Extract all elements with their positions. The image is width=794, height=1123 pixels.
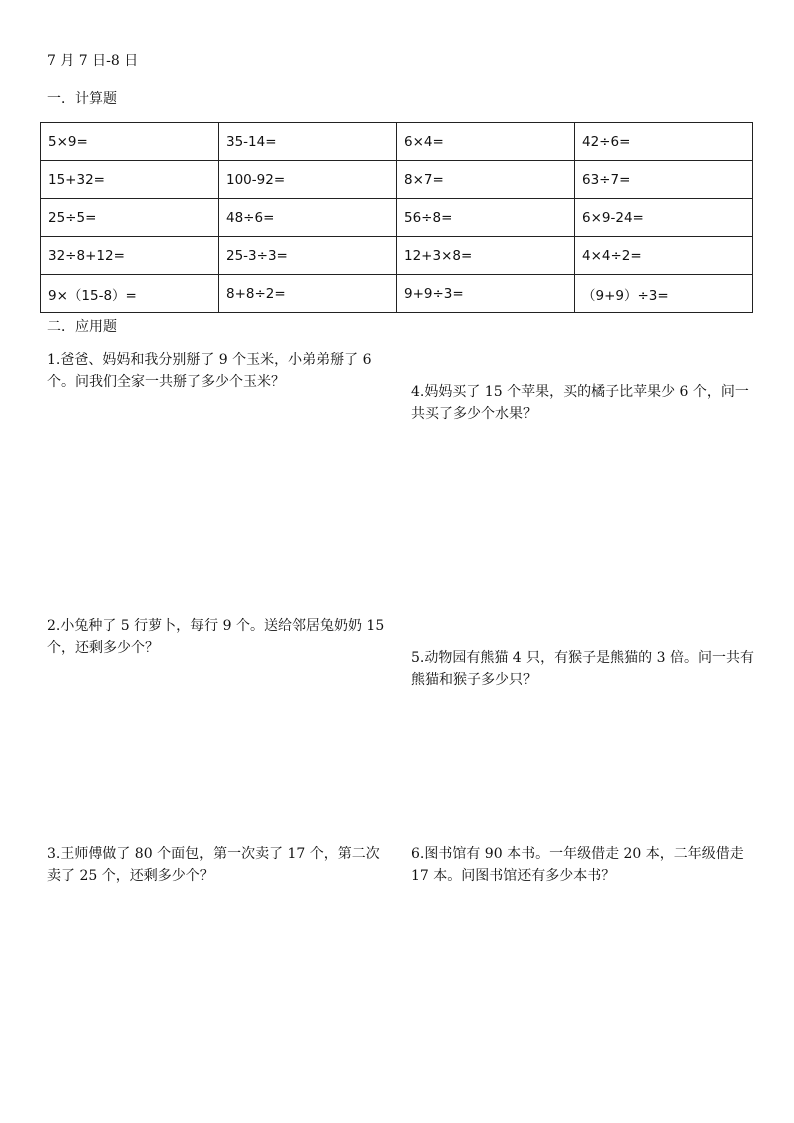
table-cell: 56÷8=: [397, 199, 575, 237]
table-row: [41, 123, 753, 161]
table-row: [41, 237, 753, 275]
table-row: [41, 161, 753, 199]
table-row: [41, 199, 753, 237]
table-cell: 12+3×8=: [397, 237, 575, 275]
table-cell: 9+9÷3=: [397, 275, 575, 313]
word-problem-5: 5.动物园有熊猫 4 只，有猴子是熊猫的 3 倍。问一共有熊猫和猴子多少只？: [411, 650, 754, 688]
table-cell: 6×4=: [397, 123, 575, 161]
table-cell: 100-92=: [219, 161, 397, 199]
table-cell: 4×4÷2=: [575, 237, 753, 275]
word-problem-1: 1.爸爸、妈妈和我分别掰了 9 个玉米，小弟弟掰了 6 个。问我们全家一共掰了多少个玉米？: [47, 352, 372, 390]
section-title-word-problems: 二．应用题: [47, 319, 117, 335]
table-cell: 8×7=: [397, 161, 575, 199]
table-cell: 9×（15-8）=: [41, 275, 219, 313]
worksheet-date: 7 月 7 日-8 日: [47, 53, 139, 69]
table-cell: 48÷6=: [219, 199, 397, 237]
table-cell: 32÷8+12=: [41, 237, 219, 275]
table-cell: 25÷5=: [41, 199, 219, 237]
table-cell: 15+32=: [41, 161, 219, 199]
table-cell: （9+9）÷3=: [575, 275, 753, 313]
table-cell: 35-14=: [219, 123, 397, 161]
table-cell: 5×9=: [41, 123, 219, 161]
word-problem-3: 3.王师傅做了 80 个面包，第一次卖了 17 个，第二次卖了 25 个，还剩多少个？: [47, 846, 380, 884]
calculation-table: [40, 122, 753, 313]
table-cell: 42÷6=: [575, 123, 753, 161]
table-cell: 8+8÷2=: [219, 275, 397, 313]
word-problem-6: 6.图书馆有 90 本书。一年级借走 20 本，二年级借走 17 本。问图书馆还有多少本书？: [411, 846, 744, 884]
section-title-calculation: 一．计算题: [47, 91, 117, 107]
word-problem-2: 2.小兔种了 5 行萝卜，每行 9 个。送给邻居兔奶奶 15 个，还剩多少个？: [47, 618, 385, 656]
table-row: [41, 275, 753, 313]
word-problem-4: 4.妈妈买了 15 个苹果，买的橘子比苹果少 6 个，问一共买了多少个水果？: [411, 384, 749, 422]
table-cell: 6×9-24=: [575, 199, 753, 237]
table-cell: 25-3÷3=: [219, 237, 397, 275]
table-cell: 63÷7=: [575, 161, 753, 199]
